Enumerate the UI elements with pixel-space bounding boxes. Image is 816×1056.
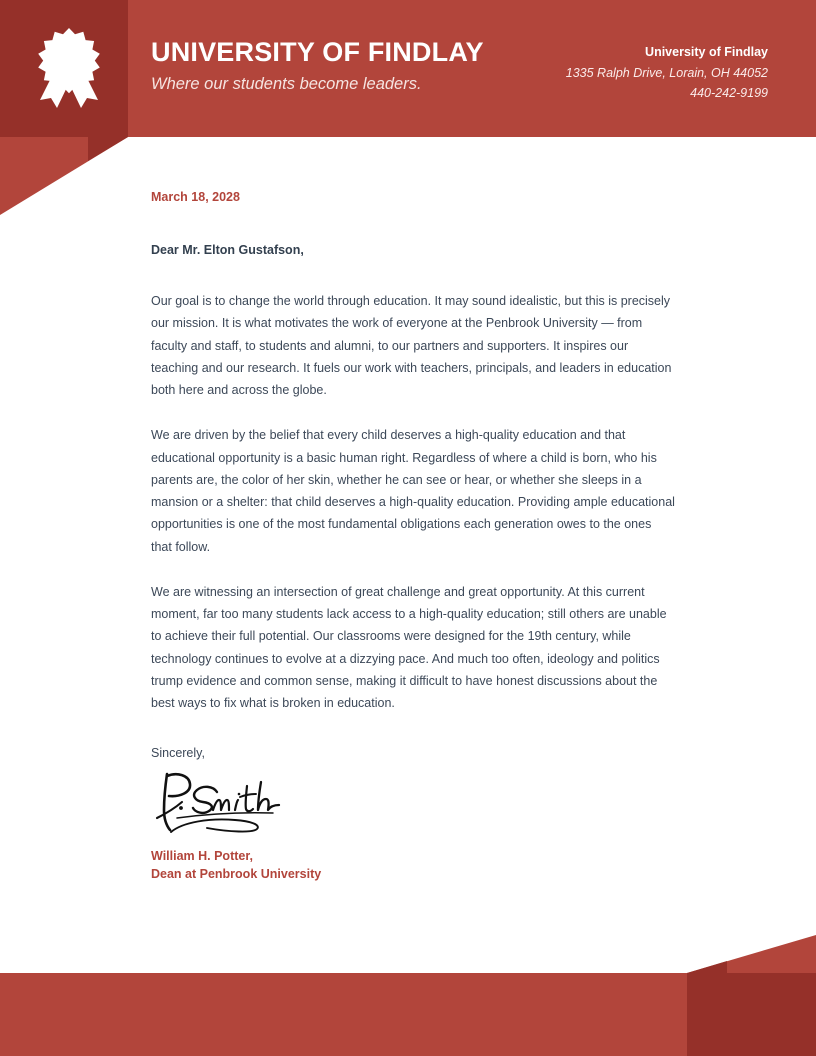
letter-paragraph: We are witnessing an intersection of great challenge and great opportunity. At this current moment, far too many students lack access to a high-quality education; still others are unable to achieve their full potential. Our classrooms were designed for the 19th century, while technology continues to evolve at a dizzying pace. And much too often, ideology and politics trump evidence and common sense, making it difficult to have honest discussions about the best ways to fix what is broken in education. <box>151 584 667 710</box>
organization-tagline: Where our students become leaders. <box>151 74 422 93</box>
letter-date: March 18, 2028 <box>151 190 240 204</box>
letter-salutation: Dear Mr. Elton Gustafson, <box>151 243 304 257</box>
footer-bar <box>0 973 816 1056</box>
contact-organization-name: University of Findlay <box>645 45 768 59</box>
signer-role: Dean at Penbrook University <box>151 867 322 881</box>
contact-address: 1335 Ralph Drive, Lorain, OH 44052 <box>565 65 768 80</box>
organization-title: UNIVERSITY OF FINDLAY <box>151 37 484 67</box>
letter-body <box>151 190 675 884</box>
header-fold-shadow <box>88 137 128 161</box>
header-titles <box>151 38 484 93</box>
award-ribbon-badge-icon <box>30 26 108 114</box>
signer-name: William H. Potter, <box>151 849 253 864</box>
letter-paragraph: We are driven by the belief that every child deserves a high-quality education and that educational opportunity is a basic human right. Regardless of where a child is born, who his parents are, the color of her skin, whether he can see or hear, or whether she sleeps in a mansion or a shelter: that child deserves a high-quality education. Providing ample educational opportunities is one of the most fundamental obligations each generation owes to the ones that follow. <box>151 428 675 554</box>
letter-paragraph: Our goal is to change the world through education. It may sound idealistic, but this is precisely our mission. It is what motivates the work of everyone at the Penbrook University — from faculty and staff, to students and alumni, to our partners and supporters. It inspires our teaching and our research. It fuels our work with teachers, principals, and leaders in education both here and across the globe. <box>151 294 672 397</box>
header-contact-block <box>566 42 768 104</box>
header-bar <box>0 0 816 137</box>
letter-closing: Sincerely, <box>151 746 205 761</box>
footer-right-banner <box>687 973 816 1056</box>
signature-block <box>151 848 675 884</box>
contact-phone: 440-242-9199 <box>690 86 768 101</box>
footer-fold-shadow <box>687 961 727 973</box>
handwritten-signature-p-smith <box>151 770 291 836</box>
